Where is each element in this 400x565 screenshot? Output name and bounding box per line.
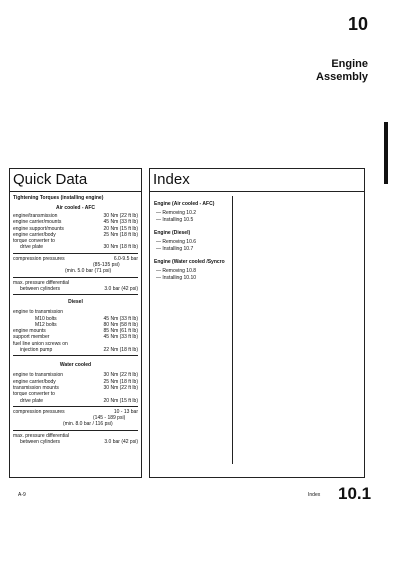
index-link-removing[interactable]: — Removing 10.8 xyxy=(156,268,197,275)
diesel-row-value: 45 Nm (33 ft lb) xyxy=(103,334,138,341)
divider xyxy=(13,277,138,278)
water-row-label: drive plate xyxy=(20,397,44,404)
index-panel xyxy=(149,168,365,478)
diesel-heading: Diesel xyxy=(68,299,83,306)
water-row-value: 30 Nm (22 ft lb) xyxy=(103,372,138,379)
diesel-row-label: support member xyxy=(13,334,50,341)
air-row-label: engine support/mounts xyxy=(13,225,64,232)
divider xyxy=(13,294,138,295)
air-row-label: drive plate xyxy=(20,244,44,251)
fuel-line-label: fuel line union screws on xyxy=(13,340,68,347)
compression-label: compression pressures xyxy=(13,255,65,262)
air-row-label: engine carrier/body xyxy=(13,231,56,238)
water-row-value: 25 Nm (18 ft lb) xyxy=(103,378,138,385)
quick-data-panel xyxy=(9,168,142,478)
air-row-label: engine carrier/mounts xyxy=(13,219,62,226)
max-diff-label: max. pressure differential xyxy=(13,432,70,439)
diesel-row-value: 45 Nm (33 ft lb) xyxy=(103,315,138,322)
section-number: 10.1 xyxy=(338,484,372,503)
compression-min: (min. 5.0 bar (71 psi) xyxy=(65,268,112,275)
divider xyxy=(13,406,138,407)
air-cooled-heading: Air cooled - AFC xyxy=(56,205,95,211)
chapter-title-line-2: Assembly xyxy=(316,71,368,83)
compression-min: (min. 8.0 bar / 116 psi) xyxy=(63,421,113,428)
water-row-label: engine to transmission xyxy=(13,372,64,379)
max-diff-value: 3.0 bar (42 psi) xyxy=(104,439,138,446)
thumb-index-tab xyxy=(384,122,388,184)
air-row-label: engine/transmission xyxy=(13,213,58,219)
air-row-value: 30 Nm (22 ft lb) xyxy=(103,213,138,219)
compression-value: 10 - 13 bar xyxy=(113,408,138,415)
compression-psi: (145 - 189 psi) xyxy=(93,415,126,422)
diesel-intro: engine to transmission xyxy=(13,309,64,316)
air-row-value: 25 Nm (18 ft lb) xyxy=(103,231,138,238)
index-column-divider xyxy=(232,196,233,464)
compression-value: 6.0-9.5 bar xyxy=(113,255,138,262)
index-link-installing[interactable]: — Installing 10.10 xyxy=(156,274,197,281)
index-heading: Index xyxy=(150,169,364,192)
water-row-value: 20 Nm (15 ft lb) xyxy=(103,397,138,404)
diesel-row-value: 85 Nm (61 ft lb) xyxy=(103,328,138,335)
chapter-title xyxy=(316,58,368,84)
max-diff-label: max. pressure differential xyxy=(13,279,70,286)
quick-data-heading: Quick Data xyxy=(10,169,141,192)
diesel-row-label: M10 bolts xyxy=(35,315,57,322)
chapter-number: 10 xyxy=(347,14,368,34)
chapter-title-line-1: Engine xyxy=(331,58,368,70)
index-section-title: Engine (Air cooled - AFC) xyxy=(154,201,215,207)
page-reference: A-9 xyxy=(18,492,26,498)
index-body xyxy=(150,192,364,284)
air-row-value: 20 Nm (15 ft lb) xyxy=(103,225,138,232)
injection-label: injection pump xyxy=(20,347,53,354)
divider xyxy=(13,430,138,431)
water-row-label: engine carrier/body xyxy=(13,378,56,385)
max-diff-value: 3.0 bar (42 psi) xyxy=(104,285,138,292)
compression-psi: (85-135 psi) xyxy=(93,262,120,269)
max-diff-between: between cylinders xyxy=(20,285,61,292)
air-row-value: 45 Nm (33 ft lb) xyxy=(103,219,138,226)
injection-value: 22 Nm (18 ft lb) xyxy=(103,347,138,354)
index-link-installing[interactable]: — Installing 10.7 xyxy=(156,245,194,252)
water-cooled-heading: Water cooled xyxy=(59,362,92,369)
diesel-row-label: M12 bolts xyxy=(35,321,57,328)
divider xyxy=(13,253,138,254)
quick-data-body xyxy=(10,192,141,445)
diesel-row-label: engine mounts xyxy=(13,328,46,335)
water-row-label: torque converter to xyxy=(13,391,55,398)
air-row-value: 30 Nm (18 ft lb) xyxy=(103,244,138,251)
quick-data-subtitle: Tightening Torques (installing engine) xyxy=(13,195,104,201)
index-link-removing[interactable]: — Removing 10.2 xyxy=(156,210,197,216)
diesel-row-value: 80 Nm (58 ft lb) xyxy=(103,321,138,328)
air-row-label: torque converter to xyxy=(13,238,55,245)
footer-label: Index xyxy=(308,492,321,498)
compression-label: compression pressures xyxy=(13,408,65,415)
divider xyxy=(13,355,138,356)
water-row-label: transmission mounts xyxy=(13,384,59,391)
index-section-title: Engine (Diesel) xyxy=(154,230,191,237)
index-link-installing[interactable]: — Installing 10.5 xyxy=(156,216,194,223)
index-link-removing[interactable]: — Removing 10.6 xyxy=(156,239,197,246)
water-row-value: 30 Nm (22 ft lb) xyxy=(103,384,138,391)
max-diff-between: between cylinders xyxy=(20,439,61,446)
index-section-title: Engine (Water cooled /Syncro xyxy=(154,259,225,266)
